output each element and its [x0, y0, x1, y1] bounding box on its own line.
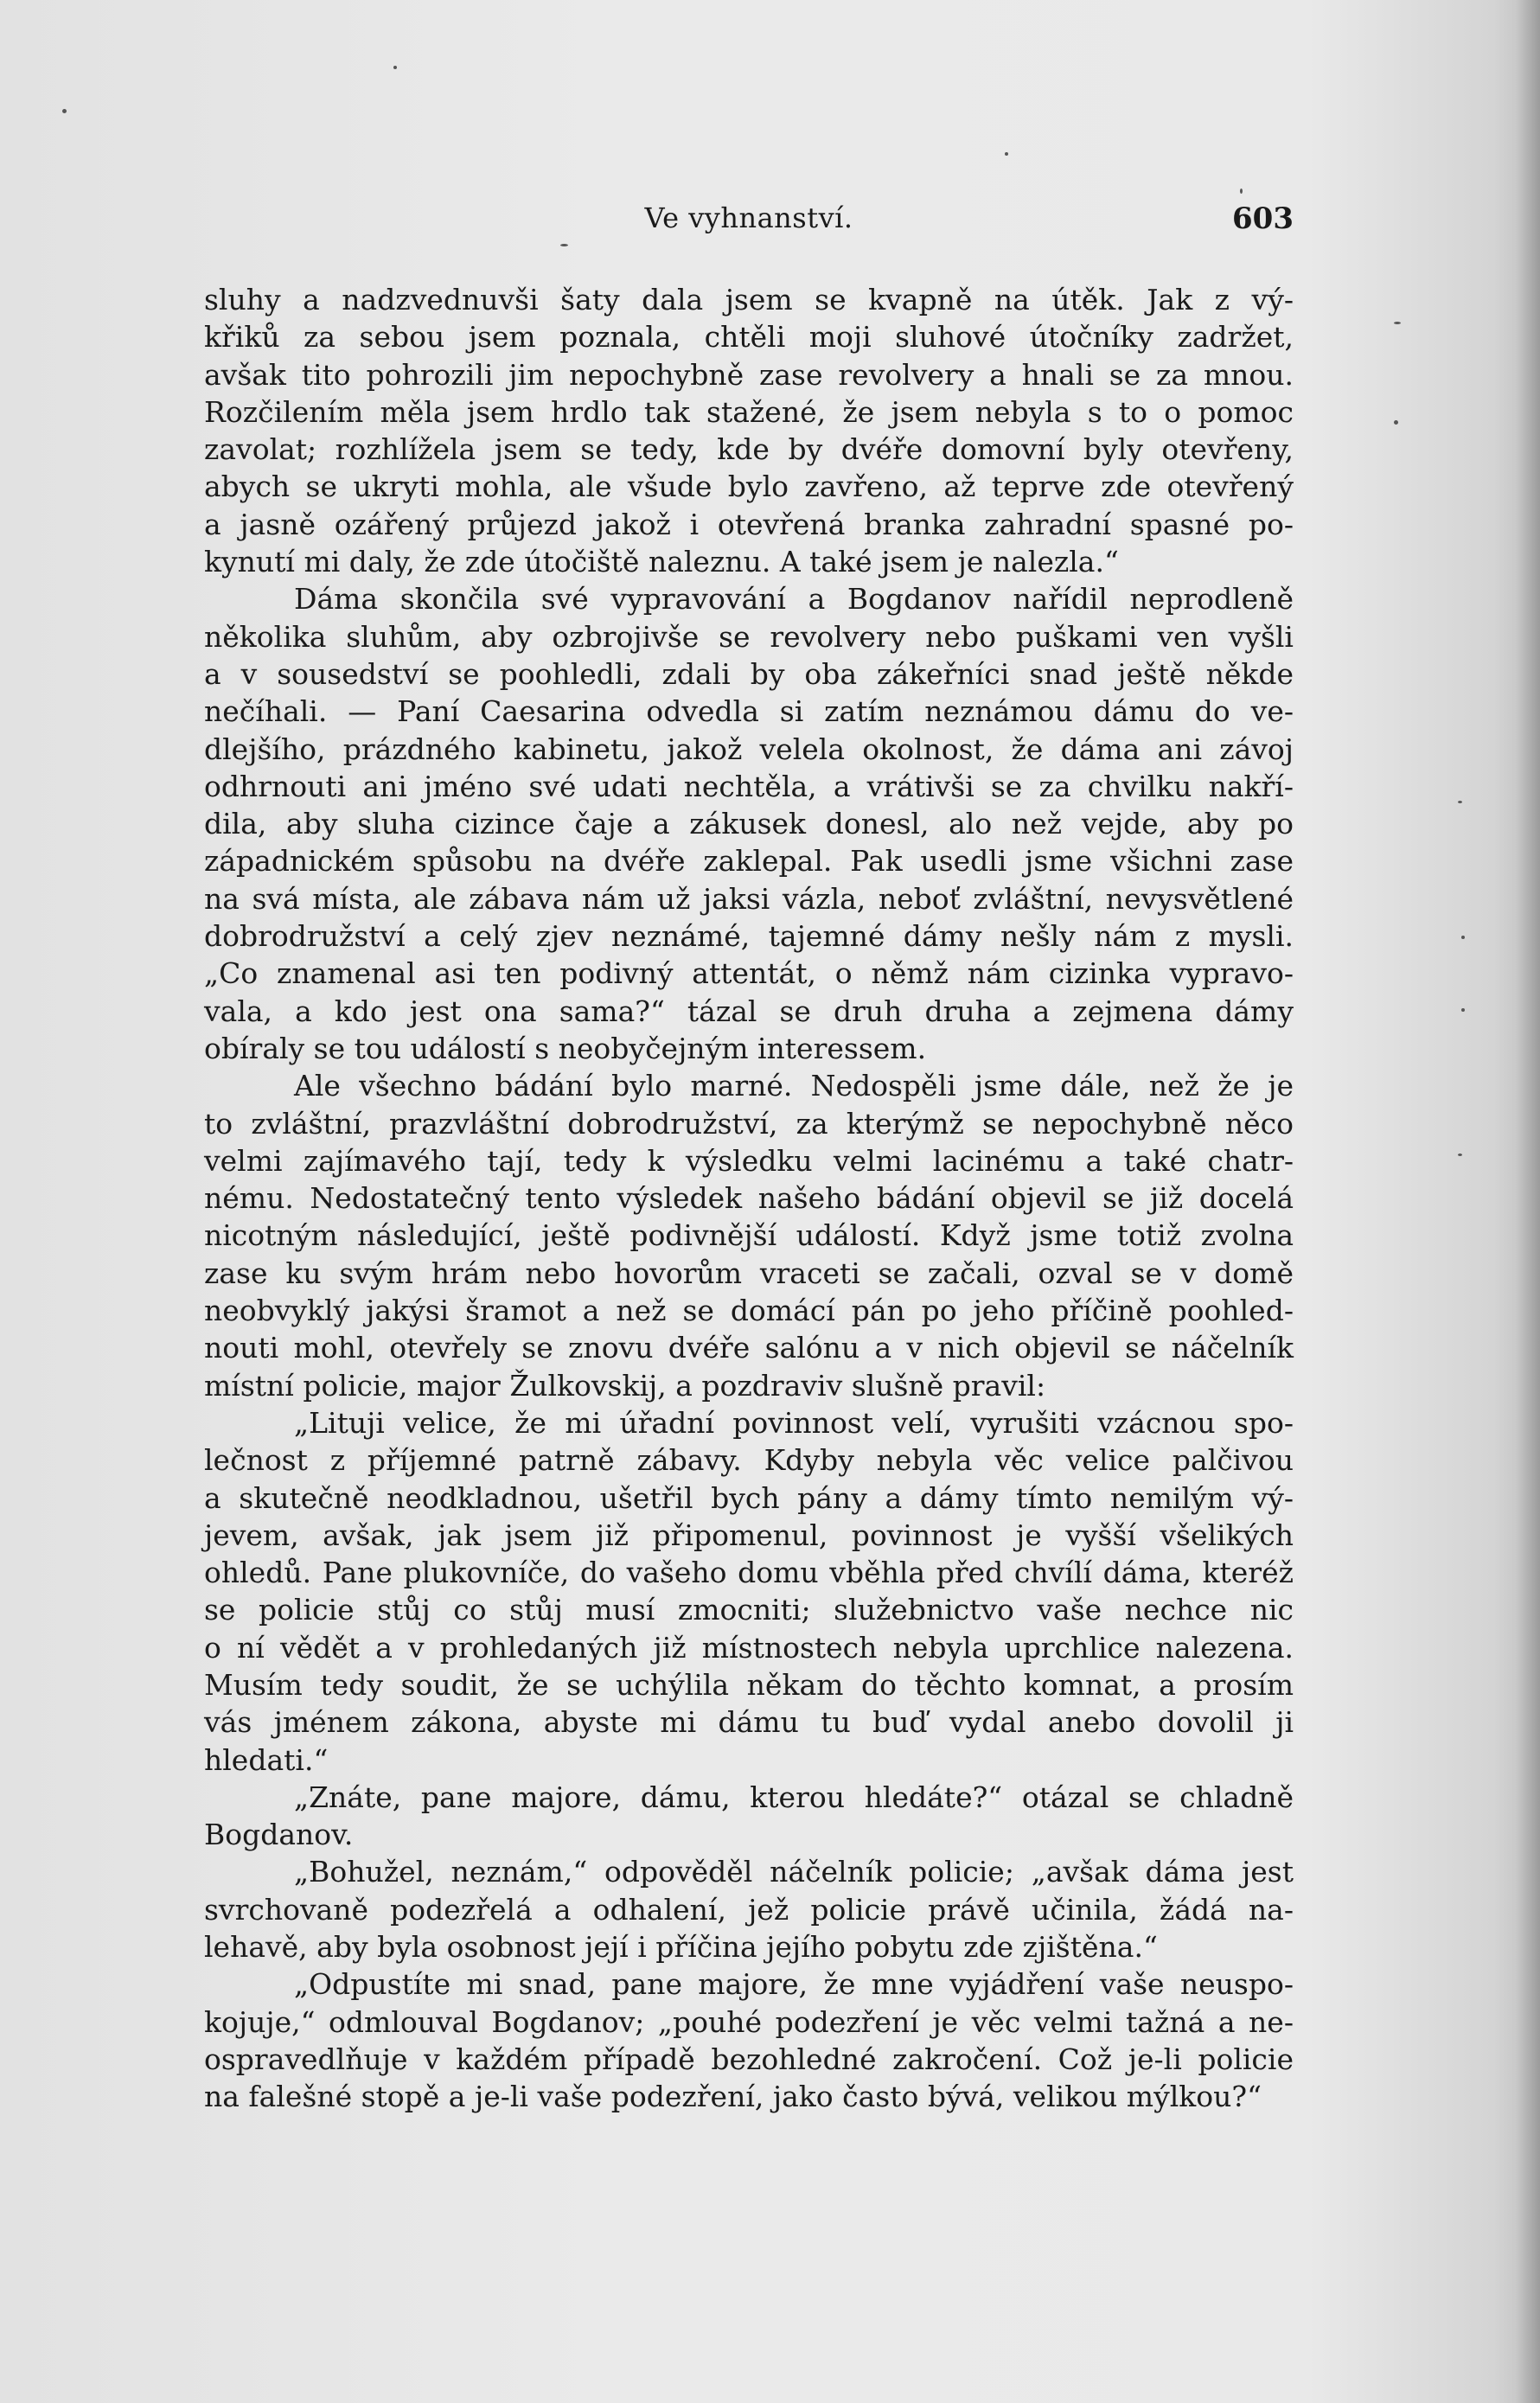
- text-line: se policie stůj co stůj musí zmocniti; služebnictvo vaše nechce nic: [204, 1593, 1294, 1627]
- text-line: Bogdanov.: [204, 1818, 354, 1852]
- text-line: lehavě, aby byla osobnost její i příčina jejího pobytu zde zjištěna.“: [204, 1930, 1158, 1965]
- text-line: vala, a kdo jest ona sama?“ tázal se druh druha a zejmena dámy: [204, 994, 1294, 1028]
- text-line: křiků za sebou jsem poznala, chtěli moji sluhové útočníky zadržet,: [204, 320, 1294, 355]
- text-line: ospravedlňuje v každém případě bezohledné zakročení. Což je-li policie: [204, 2042, 1294, 2076]
- text-line: na falešné stopě a je-li vaše podezření, jako často bývá, velikou mýlkou?“: [204, 2080, 1262, 2114]
- text-line: zase ku svým hrám nebo hovorům vraceti se začali, ozval se v domě: [204, 1256, 1294, 1290]
- print-speck: [1005, 152, 1008, 156]
- text-line: a skutečně neodkladnou, ušetřil bych pány a dámy tímto nemilým vý-: [204, 1480, 1294, 1515]
- text-line: kynutí mi daly, že zde útočiště naleznu. A také jsem je nalezla.“: [204, 545, 1119, 579]
- text-line: svrchovaně podezřelá a odhalení, jež policie právě učinila, žádá na-: [204, 1892, 1294, 1927]
- text-line: „Znáte, pane majore, dámu, kterou hledáte?“ otázal se chladně: [294, 1780, 1294, 1814]
- print-speck: [1394, 420, 1398, 425]
- text-line: to zvláštní, prazvláštní dobrodružství, za kterýmž se nepochybně něco: [204, 1106, 1294, 1141]
- running-title: Ve vyhnanství.: [644, 201, 853, 234]
- text-line: obíraly se tou událostí s neobyčejným interessem.: [204, 1031, 927, 1065]
- print-speck: [393, 66, 397, 69]
- text-line: vás jménem zákona, abyste mi dámu tu buď vydal anebo dovolil ji: [204, 1705, 1294, 1740]
- text-line: „Odpustíte mi snad, pane majore, že mne vyjádření vaše neuspo-: [294, 1967, 1294, 2002]
- page-number: 603: [1232, 201, 1294, 236]
- text-line: Rozčilením měla jsem hrdlo tak stažené, že jsem nebyla s to o pomoc: [204, 394, 1294, 429]
- text-line: „Co znamenal asi ten podivný attentát, o němž nám cizinka vypravo-: [204, 956, 1294, 991]
- print-speck: [1458, 801, 1462, 803]
- page-header: [204, 201, 1294, 240]
- text-line: a jasně ozářený průjezd jakož i otevřená branka zahradní spasné po-: [204, 507, 1294, 541]
- text-line: „Bohužel, neznám,“ odpověděl náčelník policie; „avšak dáma jest: [294, 1855, 1294, 1889]
- text-line: západnickém spůsobu na dvéře zaklepal. Pak usedli jsme všichni zase: [204, 844, 1294, 879]
- print-speck: [1394, 322, 1401, 324]
- text-line: Ale všechno bádání bylo marné. Nedospěli jsme dále, než že je: [294, 1069, 1294, 1103]
- text-line: a v sousedství se poohledli, zdali by oba zákeřníci snad ještě někde: [204, 656, 1294, 691]
- page-edge-shadow: [1516, 0, 1540, 2403]
- text-line: dlejšího, prázdného kabinetu, jakož velela okolnost, že dáma ani závoj: [204, 732, 1294, 766]
- text-line: odhrnouti ani jméno své udati nechtěla, a vrátivši se za chvilku nakří-: [204, 769, 1294, 803]
- print-speck: [62, 109, 67, 113]
- text-line: hledati.“: [204, 1742, 329, 1777]
- print-speck: [1458, 1154, 1462, 1156]
- print-speck: [1240, 189, 1243, 194]
- text-line: velmi zajímavého tají, tedy k výsledku velmi lacinému a také chatr-: [204, 1143, 1294, 1178]
- text-line: dobrodružství a celý zjev neznámé, tajemné dámy nešly nám z mysli.: [204, 919, 1294, 954]
- print-speck: [1461, 1008, 1465, 1012]
- text-line: nicotným následující, ještě podivnější událostí. Když jsme totiž zvolna: [204, 1218, 1294, 1253]
- text-line: ohledů. Pane plukovníče, do vašeho domu vběhla před chvílí dáma, kteréž: [204, 1556, 1294, 1590]
- body-text: [204, 281, 1294, 2166]
- print-speck: [560, 244, 568, 246]
- text-line: zavolat; rozhlížela jsem se tedy, kde by dvéře domovní byly otevřeny,: [204, 432, 1294, 467]
- text-line: dila, aby sluha cizince čaje a zákusek donesl, alo než vejde, aby po: [204, 807, 1294, 841]
- text-line: neobvyklý jakýsi šramot a než se domácí pán po jeho příčině poohled-: [204, 1294, 1294, 1328]
- text-line: Musím tedy soudit, že se uchýlila někam do těchto komnat, a prosím: [204, 1667, 1294, 1702]
- text-line: lečnost z příjemné patrně zábavy. Kdyby nebyla věc velice palčivou: [204, 1443, 1294, 1478]
- text-line: Dáma skončila své vypravování a Bogdanov nařídil neprodleně: [294, 582, 1294, 617]
- text-line: kojuje,“ odmlouval Bogdanov; „pouhé podezření je věc velmi tažná a ne-: [204, 2004, 1294, 2039]
- text-line: sluhy a nadzvednuvši šaty dala jsem se kvapně na útěk. Jak z vý-: [204, 283, 1294, 316]
- text-line: jevem, avšak, jak jsem již připomenul, povinnost je vyšší všelikých: [204, 1518, 1294, 1552]
- text-line: místní policie, major Žulkovskij, a pozdraviv slušně pravil:: [204, 1368, 1046, 1403]
- text-line: několika sluhům, aby ozbrojivše se revolvery nebo puškami ven vyšli: [204, 619, 1294, 654]
- text-line: nému. Nedostatečný tento výsledek našeho bádání objevil se již docelá: [204, 1181, 1294, 1216]
- text-line: na svá místa, ale zábava nám už jaksi vázla, neboť zvláštní, nevysvětlené: [204, 881, 1294, 916]
- print-speck: [1461, 936, 1465, 939]
- text-line: abych se ukryti mohla, ale všude bylo zavřeno, až teprve zde otevřený: [204, 470, 1294, 504]
- text-line: „Lituji velice, že mi úřadní povinnost velí, vyrušiti vzácnou spo-: [294, 1405, 1294, 1440]
- text-line: nečíhali. — Paní Caesarina odvedla si zatím neznámou dámu do ve-: [204, 694, 1294, 729]
- text-line: o ní vědět a v prohledaných již místnostech nebyla uprchlice nalezena.: [204, 1630, 1294, 1665]
- text-line: nouti mohl, otevřely se znovu dvéře salónu a v nich objevil se náčelník: [204, 1331, 1294, 1365]
- text-line: avšak tito pohrozili jim nepochybně zase revolvery a hnali se za mnou.: [204, 357, 1294, 392]
